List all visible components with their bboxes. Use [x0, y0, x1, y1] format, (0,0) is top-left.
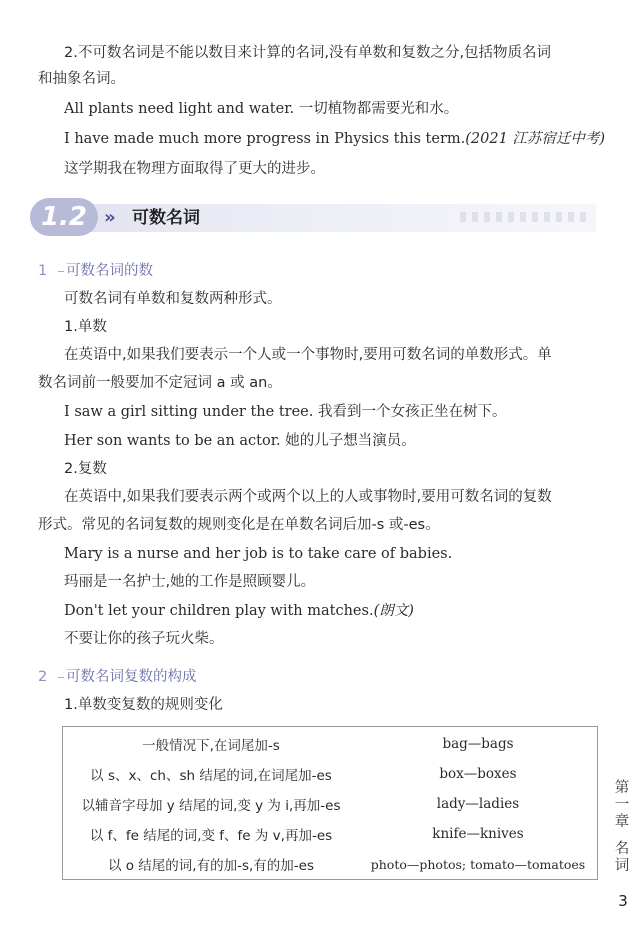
section-banner [30, 198, 596, 236]
subheading-1 [38, 256, 153, 286]
topic-char-1: 名 [614, 841, 630, 857]
sub1-example-3-translation: 玛丽是一名护士,她的工作是照顾婴儿。 [64, 574, 316, 590]
side-spacer [607, 831, 637, 841]
table-row [63, 819, 597, 849]
subheading-1-number: 1 [38, 263, 48, 279]
subheading-1-title: 可数名词的数 [66, 263, 153, 279]
sub1-paragraph-3a: 在英语中,如果我们要表示两个或两个以上的人或事物时,要用可数名词的复数 [64, 489, 552, 505]
sub1-example-4-translation: 不要让你的孩子玩火柴。 [64, 631, 224, 647]
sub1-example-3: Mary is a nurse and her job is to take care of babies. [64, 546, 453, 562]
table-row [63, 729, 597, 759]
subheading-2-title: 可数名词复数的构成 [66, 669, 197, 685]
chapter-side-tab [607, 780, 637, 875]
intro-example-1: All plants need light and water. 一切植物都需要光和水。 [64, 101, 459, 117]
topic-char-2: 词 [614, 858, 630, 874]
page-number: 3 [618, 892, 628, 910]
plural-rules-table [62, 726, 598, 880]
sub1-example-4-text: Don't let your children play with matches. [64, 603, 374, 619]
sub1-paragraph-2a: 在英语中,如果我们要表示一个人或一个事物时,要用可数名词的单数形式。单 [64, 347, 552, 363]
table-cell-example: box—boxes [439, 766, 517, 782]
table-cell-rule: 以辅音字母加 y 结尾的词,变 y 为 i,再加-es [81, 798, 341, 814]
intro-example-2-source: (2021 江苏宿迁中考) [465, 131, 606, 147]
chapter-char-3: 章 [614, 814, 630, 830]
subheading-2-number: 2 [38, 669, 48, 685]
sub1-heading-singular: 1.单数 [64, 319, 107, 335]
subheading-tick [58, 677, 64, 678]
table-cell-rule: 以 f、fe 结尾的词,变 f、fe 为 v,再加-es [89, 828, 333, 844]
table-cell-example: lady—ladies [436, 796, 520, 812]
table-cell-rule: 以 s、x、ch、sh 结尾的词,在词尾加-es [90, 768, 332, 784]
section-title: 可数名词 [132, 208, 200, 228]
table-cell-rule: 以 o 结尾的词,有的加-s,有的加-es [107, 858, 315, 874]
section-number-badge: 1.2 [30, 198, 98, 236]
sub1-example-1: I saw a girl sitting under the tree. 我看到一个女孩正坐在树下。 [64, 404, 507, 420]
sub1-example-2: Her son wants to be an actor. 她的儿子想当演员。 [64, 433, 416, 449]
subheading-tick [58, 271, 64, 272]
sub2-heading-regular-rules: 1.单数变复数的规则变化 [64, 697, 223, 713]
table-cell-example: photo—photos; tomato—tomatoes [370, 856, 586, 872]
sub1-paragraph-2b: 数名词前一般要加不定冠词 a 或 an。 [38, 375, 282, 391]
table-row [63, 849, 597, 879]
chapter-char-2: 一 [614, 797, 630, 813]
banner-decoration [460, 212, 590, 222]
table-row [63, 789, 597, 819]
chapter-char-1: 第 [614, 780, 630, 796]
table-row [63, 759, 597, 789]
sub1-example-4 [64, 596, 604, 626]
table-cell-example: bag—bags [442, 736, 514, 752]
double-chevron-icon: » [104, 207, 116, 228]
intro-example-2-text: I have made much more progress in Physics this term. [64, 131, 466, 147]
table-cell-rule: 一般情况下,在词尾加-s [142, 738, 280, 754]
sub1-heading-plural: 2.复数 [64, 461, 107, 477]
sub1-example-4-source: (朗文) [373, 603, 414, 619]
intro-example-2-translation: 这学期我在物理方面取得了更大的进步。 [64, 161, 325, 177]
intro-example-2 [64, 124, 604, 154]
sub1-paragraph-3b: 形式。常见的名词复数的规则变化是在单数名词后加-s 或-es。 [38, 517, 440, 533]
sub1-paragraph-1: 可数名词有单数和复数两种形式。 [64, 291, 282, 307]
intro-paragraph-line2: 和抽象名词。 [38, 71, 125, 87]
table-cell-example: knife—knives [432, 826, 524, 842]
subheading-2 [38, 662, 197, 692]
intro-paragraph-line1: 2.不可数名词是不能以数目来计算的名词,没有单数和复数之分,包括物质名词 [64, 45, 552, 61]
